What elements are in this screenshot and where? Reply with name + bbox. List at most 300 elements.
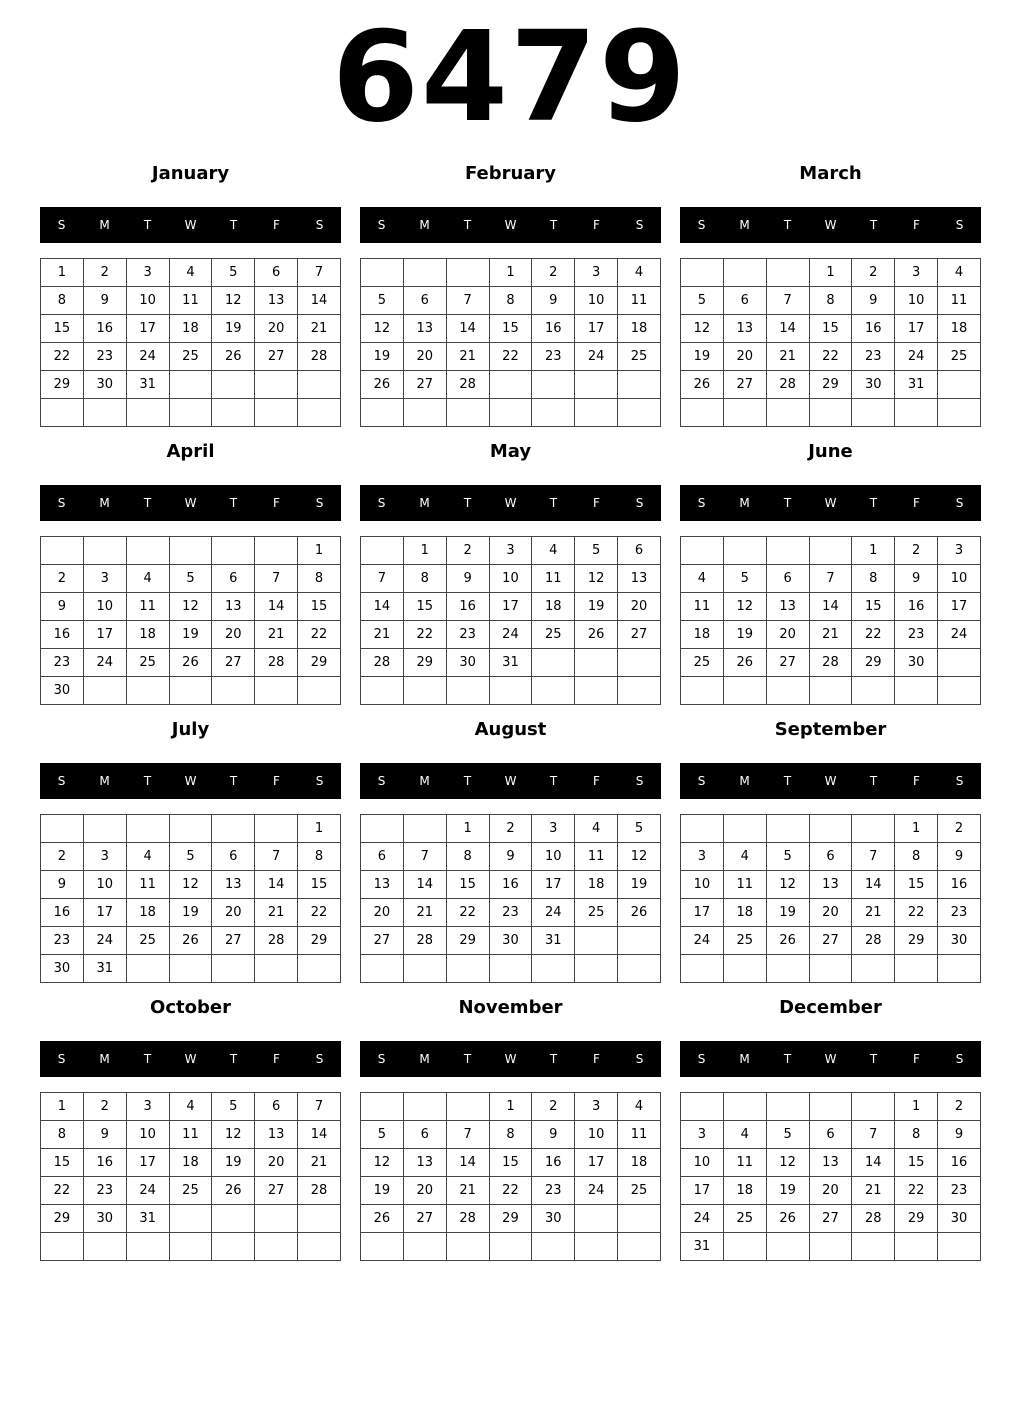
week-row	[41, 537, 341, 565]
day-cell: 27	[766, 649, 809, 677]
weekday-label: F	[273, 496, 280, 510]
weekday-header	[40, 207, 341, 243]
empty-day-cell	[618, 955, 661, 983]
day-cell: 1	[41, 259, 84, 287]
day-cell: 31	[532, 927, 575, 955]
day-cell: 6	[618, 537, 661, 565]
day-cell: 15	[41, 1149, 84, 1177]
day-cell: 31	[83, 955, 126, 983]
day-grid	[360, 536, 661, 705]
day-cell: 8	[489, 1121, 532, 1149]
day-cell: 5	[681, 287, 724, 315]
day-cell: 18	[169, 1149, 212, 1177]
day-cell: 10	[83, 871, 126, 899]
day-cell: 29	[41, 371, 84, 399]
day-cell: 28	[298, 343, 341, 371]
day-cell: 19	[723, 621, 766, 649]
weekday-label: W	[504, 774, 517, 788]
week-row	[681, 1149, 981, 1177]
day-cell: 23	[895, 621, 938, 649]
day-cell: 13	[809, 871, 852, 899]
week-row	[681, 899, 981, 927]
day-cell: 11	[532, 565, 575, 593]
day-cell: 21	[298, 1149, 341, 1177]
weekday-label: F	[593, 496, 600, 510]
weekday-label: T	[143, 218, 152, 232]
week-row	[41, 815, 341, 843]
day-cell: 13	[255, 1121, 298, 1149]
day-cell: 27	[618, 621, 661, 649]
day-cell: 31	[681, 1233, 724, 1261]
weekday-label: W	[824, 496, 837, 510]
day-cell: 23	[41, 649, 84, 677]
day-cell: 26	[766, 1205, 809, 1233]
day-cell: 4	[126, 565, 169, 593]
day-cell: 18	[169, 315, 212, 343]
empty-day-cell	[212, 955, 255, 983]
empty-day-cell	[618, 1233, 661, 1261]
day-cell: 30	[938, 1205, 981, 1233]
day-cell: 8	[489, 287, 532, 315]
day-cell: 19	[212, 315, 255, 343]
day-cell: 2	[938, 1093, 981, 1121]
empty-day-cell	[169, 371, 212, 399]
day-cell: 2	[41, 843, 84, 871]
day-cell: 5	[169, 843, 212, 871]
weekday-label: S	[377, 496, 386, 510]
day-cell: 3	[126, 259, 169, 287]
weekday-label: S	[377, 774, 386, 788]
empty-day-cell	[809, 1093, 852, 1121]
day-cell: 9	[852, 287, 895, 315]
weekday-label: S	[315, 218, 324, 232]
empty-day-cell	[403, 259, 446, 287]
week-row	[681, 593, 981, 621]
day-cell: 17	[532, 871, 575, 899]
day-cell: 6	[403, 287, 446, 315]
weekday-label: W	[504, 218, 517, 232]
day-cell: 26	[169, 649, 212, 677]
day-cell: 30	[532, 1205, 575, 1233]
empty-day-cell	[618, 649, 661, 677]
weekday-label: T	[463, 1052, 472, 1066]
day-cell: 23	[41, 927, 84, 955]
week-row	[681, 843, 981, 871]
week-row	[41, 649, 341, 677]
empty-day-cell	[255, 371, 298, 399]
week-row	[681, 677, 981, 705]
day-cell: 27	[255, 343, 298, 371]
day-cell: 29	[809, 371, 852, 399]
day-cell: 20	[809, 899, 852, 927]
weekday-label: S	[57, 1052, 66, 1066]
week-row	[41, 899, 341, 927]
empty-day-cell	[255, 677, 298, 705]
day-cell: 12	[575, 565, 618, 593]
weekday-label: T	[463, 774, 472, 788]
day-cell: 19	[681, 343, 724, 371]
day-cell: 22	[489, 343, 532, 371]
day-cell: 9	[938, 843, 981, 871]
day-cell: 25	[723, 927, 766, 955]
day-cell: 23	[489, 899, 532, 927]
weekday-label: T	[549, 218, 558, 232]
weekday-label: W	[824, 218, 837, 232]
day-cell: 23	[852, 343, 895, 371]
week-row	[41, 287, 341, 315]
empty-day-cell	[618, 927, 661, 955]
day-cell: 20	[255, 315, 298, 343]
weekday-label: F	[913, 218, 920, 232]
empty-day-cell	[938, 371, 981, 399]
day-cell: 13	[403, 315, 446, 343]
day-cell: 22	[403, 621, 446, 649]
day-cell: 25	[126, 927, 169, 955]
empty-day-cell	[212, 399, 255, 427]
weekday-label: T	[783, 774, 792, 788]
day-cell: 4	[618, 259, 661, 287]
day-cell: 2	[852, 259, 895, 287]
day-cell: 8	[895, 843, 938, 871]
day-cell: 29	[895, 927, 938, 955]
day-cell: 14	[766, 315, 809, 343]
day-cell: 3	[83, 565, 126, 593]
weekday-label: T	[549, 496, 558, 510]
empty-day-cell	[403, 1093, 446, 1121]
weekday-label: F	[273, 774, 280, 788]
day-cell: 15	[298, 593, 341, 621]
empty-day-cell	[575, 371, 618, 399]
empty-day-cell	[681, 537, 724, 565]
week-row	[681, 371, 981, 399]
empty-day-cell	[681, 815, 724, 843]
day-cell: 24	[575, 1177, 618, 1205]
day-cell: 24	[83, 649, 126, 677]
weekday-label: T	[143, 496, 152, 510]
day-cell: 22	[852, 621, 895, 649]
day-cell: 6	[723, 287, 766, 315]
day-cell: 19	[361, 1177, 404, 1205]
day-cell: 23	[83, 1177, 126, 1205]
day-cell: 25	[169, 343, 212, 371]
empty-day-cell	[489, 399, 532, 427]
empty-day-cell	[723, 1093, 766, 1121]
empty-day-cell	[255, 399, 298, 427]
day-grid	[360, 814, 661, 983]
day-cell: 24	[681, 1205, 724, 1233]
day-cell: 4	[169, 1093, 212, 1121]
day-cell: 13	[361, 871, 404, 899]
month-title: October	[150, 997, 231, 1018]
day-cell: 7	[446, 287, 489, 315]
weekday-header	[360, 1041, 661, 1077]
day-cell: 26	[361, 1205, 404, 1233]
day-cell: 3	[126, 1093, 169, 1121]
empty-day-cell	[298, 1233, 341, 1261]
day-cell: 3	[895, 259, 938, 287]
day-cell: 14	[446, 1149, 489, 1177]
empty-day-cell	[403, 955, 446, 983]
day-cell: 28	[361, 649, 404, 677]
day-cell: 29	[489, 1205, 532, 1233]
day-cell: 13	[255, 287, 298, 315]
week-row	[361, 593, 661, 621]
day-cell: 30	[41, 955, 84, 983]
week-row	[681, 955, 981, 983]
empty-day-cell	[212, 815, 255, 843]
week-row	[681, 621, 981, 649]
empty-day-cell	[852, 677, 895, 705]
empty-day-cell	[852, 955, 895, 983]
day-cell: 17	[489, 593, 532, 621]
day-cell: 20	[361, 899, 404, 927]
empty-day-cell	[255, 815, 298, 843]
week-row	[41, 371, 341, 399]
week-row	[41, 1205, 341, 1233]
day-cell: 31	[126, 371, 169, 399]
weekday-header	[360, 763, 661, 799]
empty-day-cell	[361, 1233, 404, 1261]
empty-day-cell	[126, 955, 169, 983]
empty-day-cell	[809, 955, 852, 983]
weekday-label: W	[504, 1052, 517, 1066]
week-row	[41, 399, 341, 427]
day-cell: 15	[403, 593, 446, 621]
week-row	[681, 565, 981, 593]
empty-day-cell	[575, 955, 618, 983]
weekday-label: S	[635, 496, 644, 510]
day-cell: 13	[723, 315, 766, 343]
day-cell: 5	[212, 259, 255, 287]
day-cell: 10	[681, 871, 724, 899]
week-row	[41, 843, 341, 871]
day-cell: 24	[489, 621, 532, 649]
empty-day-cell	[723, 537, 766, 565]
empty-day-cell	[575, 677, 618, 705]
weekday-label: W	[824, 774, 837, 788]
week-row	[41, 677, 341, 705]
day-cell: 6	[766, 565, 809, 593]
day-cell: 30	[938, 927, 981, 955]
day-cell: 22	[895, 899, 938, 927]
empty-day-cell	[298, 677, 341, 705]
day-cell: 14	[255, 871, 298, 899]
week-row	[41, 343, 341, 371]
day-grid	[40, 1092, 341, 1261]
day-cell: 27	[361, 927, 404, 955]
month-title: July	[171, 719, 210, 740]
empty-day-cell	[489, 371, 532, 399]
day-cell: 5	[575, 537, 618, 565]
week-row	[361, 315, 661, 343]
weekday-label: S	[377, 218, 386, 232]
empty-day-cell	[126, 677, 169, 705]
empty-day-cell	[212, 677, 255, 705]
day-cell: 12	[766, 1149, 809, 1177]
day-grid	[40, 814, 341, 983]
day-cell: 21	[255, 621, 298, 649]
empty-day-cell	[212, 1233, 255, 1261]
day-cell: 29	[41, 1205, 84, 1233]
day-cell: 26	[361, 371, 404, 399]
day-cell: 2	[489, 815, 532, 843]
day-cell: 19	[575, 593, 618, 621]
day-cell: 2	[532, 259, 575, 287]
week-row	[361, 565, 661, 593]
weekday-label: T	[869, 774, 878, 788]
day-cell: 16	[489, 871, 532, 899]
month-title: January	[151, 163, 230, 184]
day-cell: 2	[895, 537, 938, 565]
empty-day-cell	[766, 537, 809, 565]
empty-day-cell	[169, 537, 212, 565]
day-cell: 13	[212, 593, 255, 621]
month-title: June	[808, 441, 853, 462]
weekday-label: M	[739, 218, 750, 232]
day-cell: 28	[255, 927, 298, 955]
day-cell: 18	[126, 621, 169, 649]
empty-day-cell	[83, 815, 126, 843]
day-cell: 9	[83, 1121, 126, 1149]
empty-day-cell	[575, 649, 618, 677]
weekday-label: F	[913, 496, 920, 510]
day-cell: 12	[169, 593, 212, 621]
day-cell: 25	[618, 1177, 661, 1205]
day-cell: 19	[766, 899, 809, 927]
week-row	[681, 871, 981, 899]
day-cell: 2	[446, 537, 489, 565]
day-cell: 14	[852, 1149, 895, 1177]
day-cell: 16	[83, 315, 126, 343]
day-cell: 4	[532, 537, 575, 565]
day-cell: 9	[83, 287, 126, 315]
day-cell: 4	[723, 1121, 766, 1149]
day-cell: 7	[255, 843, 298, 871]
week-row	[41, 259, 341, 287]
day-cell: 17	[938, 593, 981, 621]
weekday-label: S	[635, 1052, 644, 1066]
empty-day-cell	[575, 399, 618, 427]
day-cell: 29	[298, 649, 341, 677]
week-row	[41, 621, 341, 649]
day-cell: 30	[852, 371, 895, 399]
day-cell: 27	[255, 1177, 298, 1205]
day-cell: 16	[895, 593, 938, 621]
empty-day-cell	[723, 1233, 766, 1261]
day-cell: 18	[938, 315, 981, 343]
day-cell: 28	[446, 1205, 489, 1233]
week-row	[361, 815, 661, 843]
empty-day-cell	[212, 371, 255, 399]
empty-day-cell	[852, 399, 895, 427]
month-title: February	[464, 163, 557, 184]
day-cell: 8	[41, 1121, 84, 1149]
day-cell: 31	[895, 371, 938, 399]
weekday-label: M	[99, 774, 110, 788]
day-cell: 15	[41, 315, 84, 343]
week-row	[361, 871, 661, 899]
weekday-label: M	[419, 496, 430, 510]
empty-day-cell	[938, 677, 981, 705]
day-cell: 24	[126, 343, 169, 371]
week-row	[681, 649, 981, 677]
week-row	[681, 1121, 981, 1149]
week-row	[681, 1233, 981, 1261]
empty-day-cell	[255, 1233, 298, 1261]
day-cell: 5	[723, 565, 766, 593]
day-cell: 20	[766, 621, 809, 649]
day-cell: 27	[403, 371, 446, 399]
day-cell: 18	[618, 1149, 661, 1177]
empty-day-cell	[938, 649, 981, 677]
day-cell: 9	[41, 871, 84, 899]
day-cell: 11	[169, 1121, 212, 1149]
empty-day-cell	[895, 955, 938, 983]
day-cell: 27	[212, 649, 255, 677]
empty-day-cell	[681, 399, 724, 427]
empty-day-cell	[255, 955, 298, 983]
day-cell: 4	[938, 259, 981, 287]
day-cell: 28	[446, 371, 489, 399]
empty-day-cell	[766, 259, 809, 287]
day-cell: 14	[298, 1121, 341, 1149]
empty-day-cell	[446, 1233, 489, 1261]
day-cell: 18	[532, 593, 575, 621]
empty-day-cell	[489, 677, 532, 705]
day-cell: 6	[809, 843, 852, 871]
week-row	[361, 1233, 661, 1261]
weekday-label: T	[869, 1052, 878, 1066]
day-cell: 28	[255, 649, 298, 677]
day-cell: 28	[403, 927, 446, 955]
empty-day-cell	[809, 537, 852, 565]
week-row	[361, 1121, 661, 1149]
empty-day-cell	[298, 955, 341, 983]
day-cell: 14	[403, 871, 446, 899]
day-cell: 5	[169, 565, 212, 593]
day-cell: 6	[212, 565, 255, 593]
week-row	[681, 315, 981, 343]
empty-day-cell	[126, 815, 169, 843]
day-cell: 1	[446, 815, 489, 843]
week-row	[361, 927, 661, 955]
day-cell: 19	[212, 1149, 255, 1177]
week-row	[41, 1177, 341, 1205]
weekday-header	[680, 763, 981, 799]
week-row	[681, 287, 981, 315]
day-cell: 13	[766, 593, 809, 621]
empty-day-cell	[361, 399, 404, 427]
empty-day-cell	[723, 815, 766, 843]
empty-day-cell	[41, 399, 84, 427]
weekday-header	[680, 485, 981, 521]
day-cell: 7	[361, 565, 404, 593]
day-cell: 9	[489, 843, 532, 871]
weekday-header	[360, 207, 661, 243]
day-cell: 18	[723, 1177, 766, 1205]
day-cell: 18	[575, 871, 618, 899]
week-row	[41, 593, 341, 621]
day-cell: 25	[618, 343, 661, 371]
week-row	[681, 1093, 981, 1121]
day-cell: 19	[169, 899, 212, 927]
empty-day-cell	[83, 399, 126, 427]
day-cell: 12	[618, 843, 661, 871]
day-cell: 12	[681, 315, 724, 343]
week-row	[41, 1233, 341, 1261]
day-cell: 17	[681, 1177, 724, 1205]
weekday-label: T	[549, 1052, 558, 1066]
